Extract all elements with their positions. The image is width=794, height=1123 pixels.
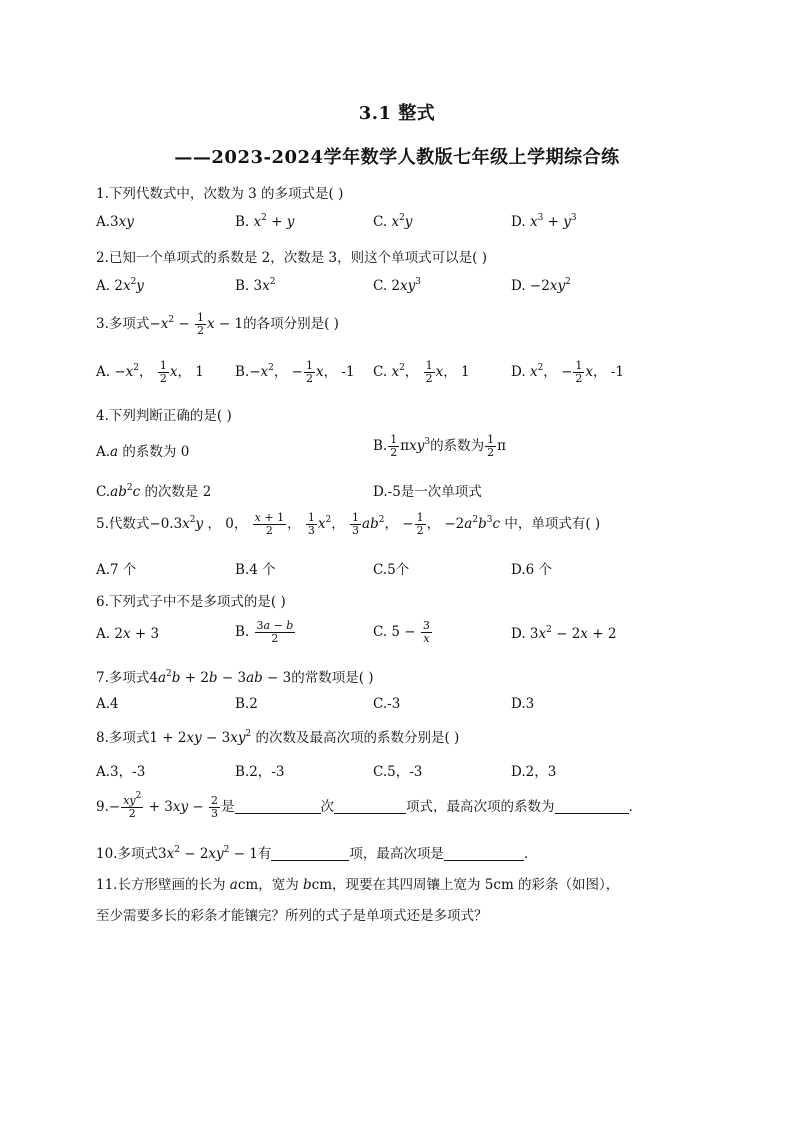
q5-option-c: C.5个 bbox=[373, 562, 410, 578]
question-8-stem: 8.多项式$1 + 2xy - 3xy^2$ 的次数及最高次项的系数分别是( ) bbox=[96, 729, 460, 746]
question-6-options bbox=[96, 619, 716, 646]
question-3-options bbox=[96, 359, 716, 385]
q2-option-a: A. $2x^2y$ bbox=[96, 277, 144, 294]
q2-option-c: C. $2xy^3$ bbox=[373, 277, 422, 294]
q9-blank-degree[interactable] bbox=[235, 799, 321, 814]
q8-option-b: B.2，-3 bbox=[235, 764, 285, 780]
question-5-options bbox=[96, 558, 716, 578]
q6-option-a: A. 2x + 3 bbox=[96, 626, 160, 642]
question-10: 10.多项式$3x^2 - 2xy^2 - 1$有 项，最高次项是 . bbox=[96, 845, 529, 862]
question-11-line1: 11.长方形壁画的长为 acm，宽为 bcm，现要在其四周镶上宽为 5cm 的彩条（如图）， bbox=[96, 877, 620, 893]
q10-blank-highest-term[interactable] bbox=[444, 846, 524, 861]
q1-option-a: A.3xy bbox=[96, 214, 134, 230]
question-9: 9.− $\frac{xy^2}{2}$ + 3xy − $\frac{2}{3}$ 是 次 项式，最高次项的系数为 . bbox=[96, 791, 633, 820]
q6-option-b: B. $\frac{3a - b}{2}$ bbox=[235, 619, 294, 645]
q7-option-d: D.3 bbox=[511, 696, 535, 712]
question-2-stem: 2.已知一个单项式的系数是 2，次数是 3，则这个单项式可以是( ) bbox=[96, 250, 487, 266]
q5-option-b: B.4 个 bbox=[235, 562, 276, 578]
question-11-line2: 至少需要多长的彩条才能镶完？所列的式子是单项式还是多项式？ bbox=[96, 908, 488, 924]
q3-option-a: A. $-x^2$， $\frac{1}{2}$ x， 1 bbox=[96, 359, 204, 385]
q2-option-d: D. $-2xy^2$ bbox=[511, 277, 571, 294]
q6-option-c: C. 5 − $\frac{3}{x}$ bbox=[373, 619, 430, 645]
q5-option-a: A.7 个 bbox=[96, 562, 137, 578]
page-title: 3.1 整式 bbox=[358, 103, 436, 124]
q1-option-d: D. $x^3 + y^3$ bbox=[511, 213, 577, 230]
q4-option-a: A.a 的系数为 0 bbox=[96, 444, 190, 460]
question-7-options bbox=[96, 696, 716, 716]
q8-option-d: D.2，3 bbox=[511, 764, 557, 780]
q6-option-d: D. $3x^2 - 2x + 2$ bbox=[511, 625, 617, 642]
q5-option-d: D.6 个 bbox=[511, 562, 553, 578]
q1-option-c: C. $x^2y$ bbox=[373, 213, 413, 230]
q4-option-c: $C.ab^2c$ 的次数是 2 bbox=[96, 483, 212, 500]
page-subtitle: ——2023-2024学年数学人教版七年级上学期综合练 bbox=[174, 147, 620, 168]
q7-option-a: A.4 bbox=[96, 696, 119, 712]
q3-option-c: C. $x^2$， $\frac{1}{2}$ x， 1 bbox=[373, 359, 470, 385]
question-6-stem: 6.下列式子中不是多项式的是( ) bbox=[96, 594, 286, 610]
question-5-stem: 5.代数式$-0.3x^2y$ ， 0， $\frac{x + 1}{2}$ ， $\frac{1}{3}$ $x^2$， $\frac{1}{3}$ $ab^2$， − $\frac{1}{2}$ ， $-2a^2b^3c$ 中，单项式有( ) bbox=[96, 511, 601, 537]
q8-option-a: A.3，-3 bbox=[96, 764, 146, 780]
q2-option-b: B. $3x^2$ bbox=[235, 277, 276, 294]
question-2-options bbox=[96, 278, 716, 298]
question-8-options bbox=[96, 760, 716, 780]
q8-option-c: C.5，-3 bbox=[373, 764, 423, 780]
q4-option-d: D.-5是一次单项式 bbox=[373, 484, 482, 500]
q3-option-b: $B.-x^2$， − $\frac{1}{2}$ x， -1 bbox=[235, 359, 355, 385]
question-4-options-row2 bbox=[96, 480, 716, 500]
question-7-stem: 7.多项式$4a^2b + 2b - 3ab - 3$的常数项是( ) bbox=[96, 669, 374, 686]
question-4-options-row1 bbox=[96, 433, 716, 460]
q9-blank-terms[interactable] bbox=[334, 799, 406, 814]
question-1-stem: 1.下列代数式中，次数为 3 的多项式是( ) bbox=[96, 186, 344, 202]
q9-blank-coefficient[interactable] bbox=[555, 799, 629, 814]
q3-option-d: D. $x^2$， − $\frac{1}{2}$ x， -1 bbox=[511, 359, 624, 385]
question-3-stem: 3.多项式$-x^2$ − $\frac{1}{2}$ x − 1的各项分别是( ) bbox=[96, 311, 339, 337]
question-1-options bbox=[96, 214, 716, 234]
question-4-stem: 4.下列判断正确的是( ) bbox=[96, 408, 232, 424]
q4-option-b: B. $\frac{1}{2}$ πxy$^3$的系数为 $\frac{1}{2}$ π bbox=[373, 433, 506, 459]
q1-option-b: B. $x^2 + y$ bbox=[235, 213, 295, 230]
q7-option-b: B.2 bbox=[235, 696, 258, 712]
q10-blank-terms[interactable] bbox=[271, 846, 349, 861]
q7-option-c: C.-3 bbox=[373, 696, 401, 712]
